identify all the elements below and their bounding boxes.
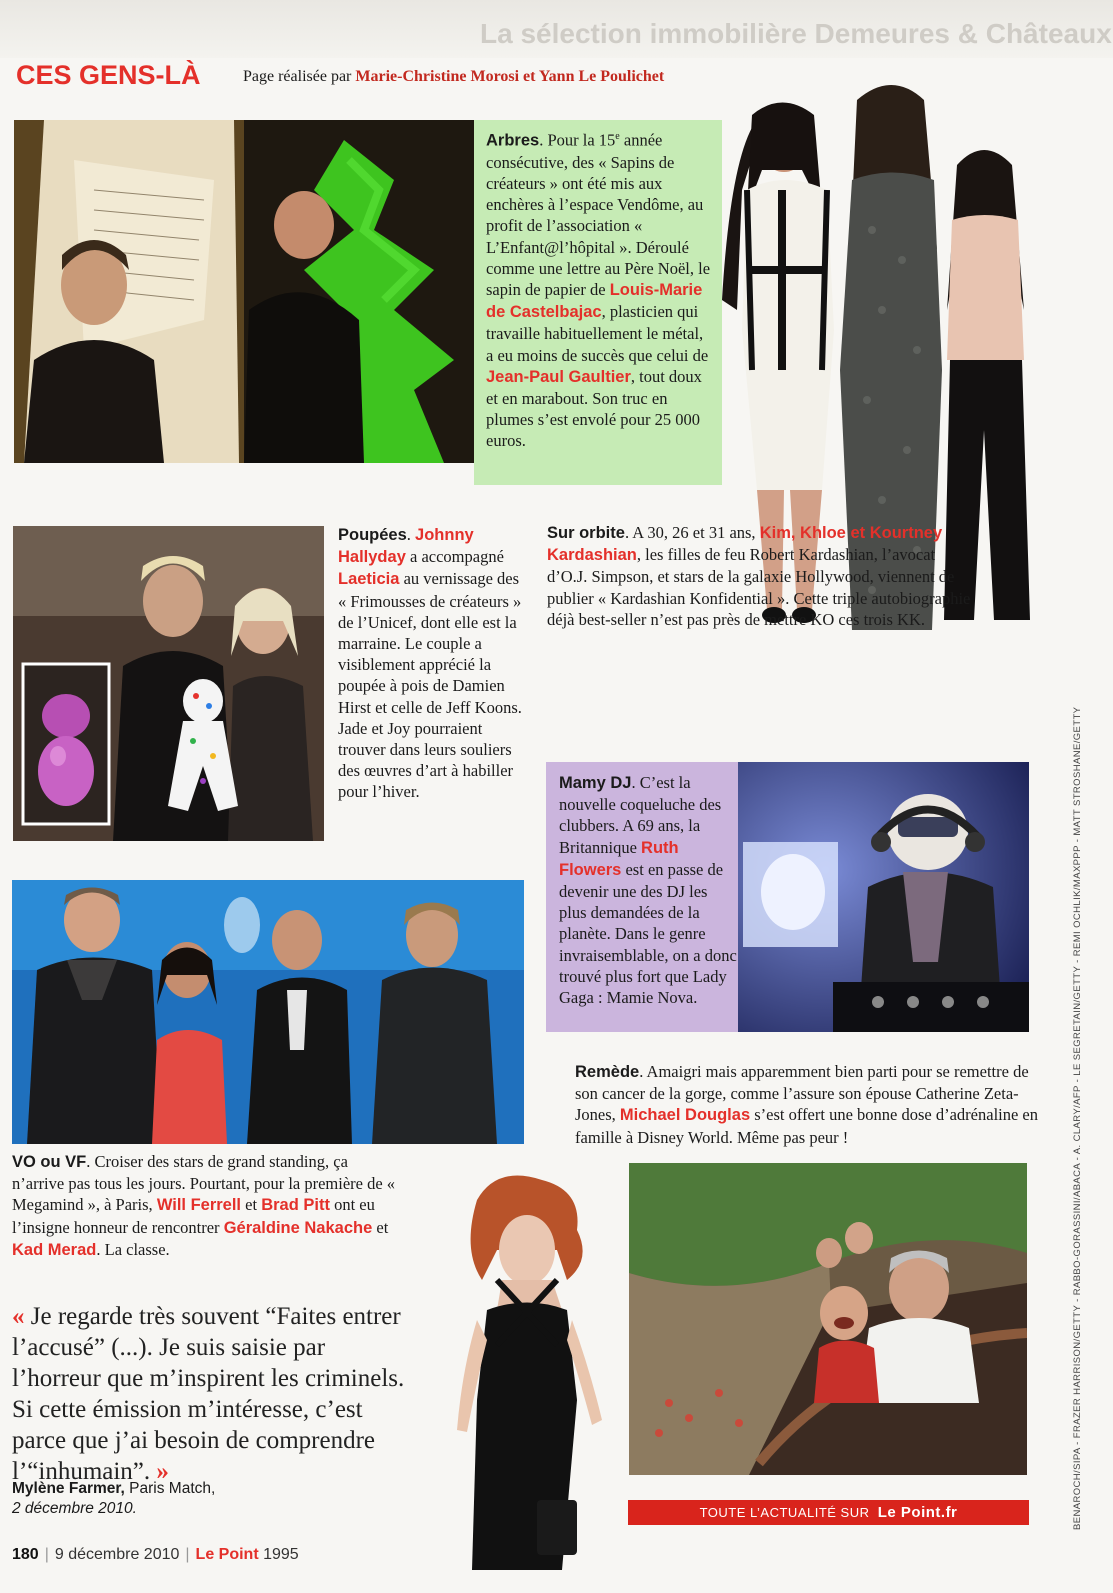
poupees-article	[338, 524, 528, 803]
magazine-brand: Le Point	[195, 1546, 259, 1563]
arbres-text-3: , plasticien qui travaille habituellement le métal, a eu moins de succès que celui de	[486, 302, 709, 365]
promo-brand: Le Point.fr	[877, 1504, 958, 1521]
quote-source	[12, 1479, 215, 1519]
quote-text: Je regarde très souvent “Faites entrer l’accusé” (...). Je suis saisie par l’horreur que m’inspirent les criminels. Si cette émission m’intéresse, c’est parce que j’ai besoin de comprendre l’“inhumain”.	[12, 1303, 405, 1485]
name-brad-pitt: Brad Pitt	[261, 1196, 330, 1215]
vo-text-1: . Croiser des stars de grand standing, ça n’arrive pas tous les jours. Pourtant, pour la première de « Megamind », à Paris,	[12, 1152, 396, 1215]
credit-prefix: Page réalisée par	[243, 68, 352, 85]
arbres-photo	[14, 120, 474, 463]
credit-authors: Marie-Christine Morosi et Yann Le Poulichet	[355, 68, 665, 85]
page-footer: 180 | 9 décembre 2010 | Le Point 1995	[12, 1546, 299, 1563]
megamind-photo	[12, 880, 524, 1144]
name-johnny-hallyday: Johnny Hallyday	[338, 526, 474, 567]
name-laeticia: Laeticia	[338, 570, 400, 589]
mylene-quote	[12, 1301, 412, 1487]
vo-lead: VO ou VF	[12, 1153, 87, 1171]
remede-text-2: s’est offert une bonne dose d’adrénaline en famille à Disney World. Même pas peur !	[575, 1105, 1039, 1147]
arbres-text-4: , tout doux et en marabout. Son truc en plumes s’est envolé pour 25 000 euros.	[486, 366, 702, 451]
page-credit	[243, 68, 664, 86]
mamy-dj-photo	[738, 762, 1029, 1032]
name-geraldine-nakache: Géraldine Nakache	[223, 1218, 373, 1237]
arbres-lead: Arbres	[486, 131, 540, 150]
arbres-text-2: année consécutive, des « Sapins de créateurs » ont été mis aux enchères à l’espace Vendôme, au profit de l’association « L’Enfant@l’hôpital ». Déroulé comme une lettre au Père Noël, le sapin de papier de	[486, 130, 711, 299]
bleed-through-text: La sélection immobilière Demeures & Châteaux	[480, 18, 1112, 49]
disney-ride-photo	[629, 1163, 1027, 1475]
mamy-text-2: est en passe de devenir une des DJ les plus demandées de la planète. Dans le genre invraisemblable, on a donc trouvé plus fort que Lady Gaga : Mamie Nova.	[559, 859, 737, 1008]
orbite-text-2: , les filles de feu Robert Kardashian, l’avocat d’O.J. Simpson, et stars de la galaxie Hollywood, viennent de publier « Kardashian Konfidential ». Cette triple autobiographie déjà best-seller n’est pas près de mettre KO ces trois KK.	[547, 545, 971, 629]
orbite-lead: Sur orbite	[547, 524, 625, 542]
remede-text-1: . Amaigri mais apparemment bien parti pour se remettre de son cancer de la gorge, comme l’assure son épouse Catherine Zeta-Jones,	[575, 1062, 1029, 1125]
vo-text-4: et	[372, 1217, 389, 1237]
mamy-article	[559, 772, 737, 1008]
mamy-lead: Mamy DJ	[559, 774, 632, 792]
name-michael-douglas: Michael Douglas	[619, 1106, 751, 1125]
remede-article	[575, 1061, 1045, 1148]
poupees-lead: Poupées	[338, 526, 407, 544]
quote-date: 2 décembre 2010.	[12, 1500, 137, 1517]
quote-close-mark: »	[156, 1458, 169, 1485]
arbres-text-1: . Pour la 15	[539, 130, 616, 150]
quote-open-mark: «	[12, 1303, 25, 1330]
poupees-text-2: a accompagné	[405, 547, 504, 567]
lepoint-promo-banner[interactable]	[628, 1500, 1029, 1525]
photo-credits: BENAROCH/SIPA - FRAZER HARRISON/GETTY - RABBO-GORASSINI/ABACA - A. CLARY/AFP - LE SEGRETAIN/GETTY - REMI OCHLIK/MAXPPP - MATT STROSHANE/GETTY	[1072, 706, 1083, 1530]
remede-lead: Remède	[575, 1063, 640, 1081]
name-ruth-flowers: Ruth Flowers	[559, 838, 679, 879]
vo-text-2: et	[241, 1195, 262, 1215]
poupees-text-3: au vernissage des « Frimousses de créateurs » de l’Unicef, dont elle est la marraine. Le couple a visiblement apprécié la poupée à pois de Damien Hirst et celle de Jeff Koons. Jade et Joy pourraient trouver dans leurs souliers des œuvres d’art à habiller pour l’hiver.	[338, 569, 522, 802]
quote-publication: Paris Match,	[124, 1480, 216, 1497]
mamy-text-1: . C’est la nouvelle coqueluche des clubbers. A 69 ans, la Britannique	[559, 773, 722, 857]
issue-number: 1995	[263, 1546, 299, 1563]
arbres-article	[486, 126, 714, 452]
page-number: 180	[12, 1546, 39, 1563]
poupees-text-1: .	[406, 525, 416, 544]
name-will-ferrell: Will Ferrell	[156, 1196, 242, 1215]
poupees-photo	[13, 526, 324, 841]
vo-text-3: ont eu l’insigne honneur de rencontrer	[12, 1195, 375, 1237]
mylene-farmer-photo	[402, 1170, 637, 1570]
section-rubric: CES GENS-LÀ	[16, 60, 201, 90]
vo-article	[12, 1151, 402, 1261]
promo-text: TOUTE L’ACTUALITÉ SUR	[699, 1505, 870, 1520]
vo-text-5: . La classe.	[96, 1239, 170, 1259]
orbite-article	[547, 522, 977, 630]
orbite-text-1: . A 30, 26 et 31 ans,	[624, 523, 760, 542]
name-gaultier: Jean-Paul Gaultier	[486, 367, 631, 386]
name-castelbajac: Louis-Marie de Castelbajac	[486, 280, 703, 322]
arbres-sup: e	[615, 131, 620, 142]
quote-author: Mylène Farmer,	[12, 1480, 125, 1497]
name-kardashian: Kim, Khloe et Kourtney Kardashian	[547, 524, 943, 565]
name-kad-merad: Kad Merad	[12, 1240, 97, 1259]
issue-date: 9 décembre 2010	[54, 1546, 180, 1563]
